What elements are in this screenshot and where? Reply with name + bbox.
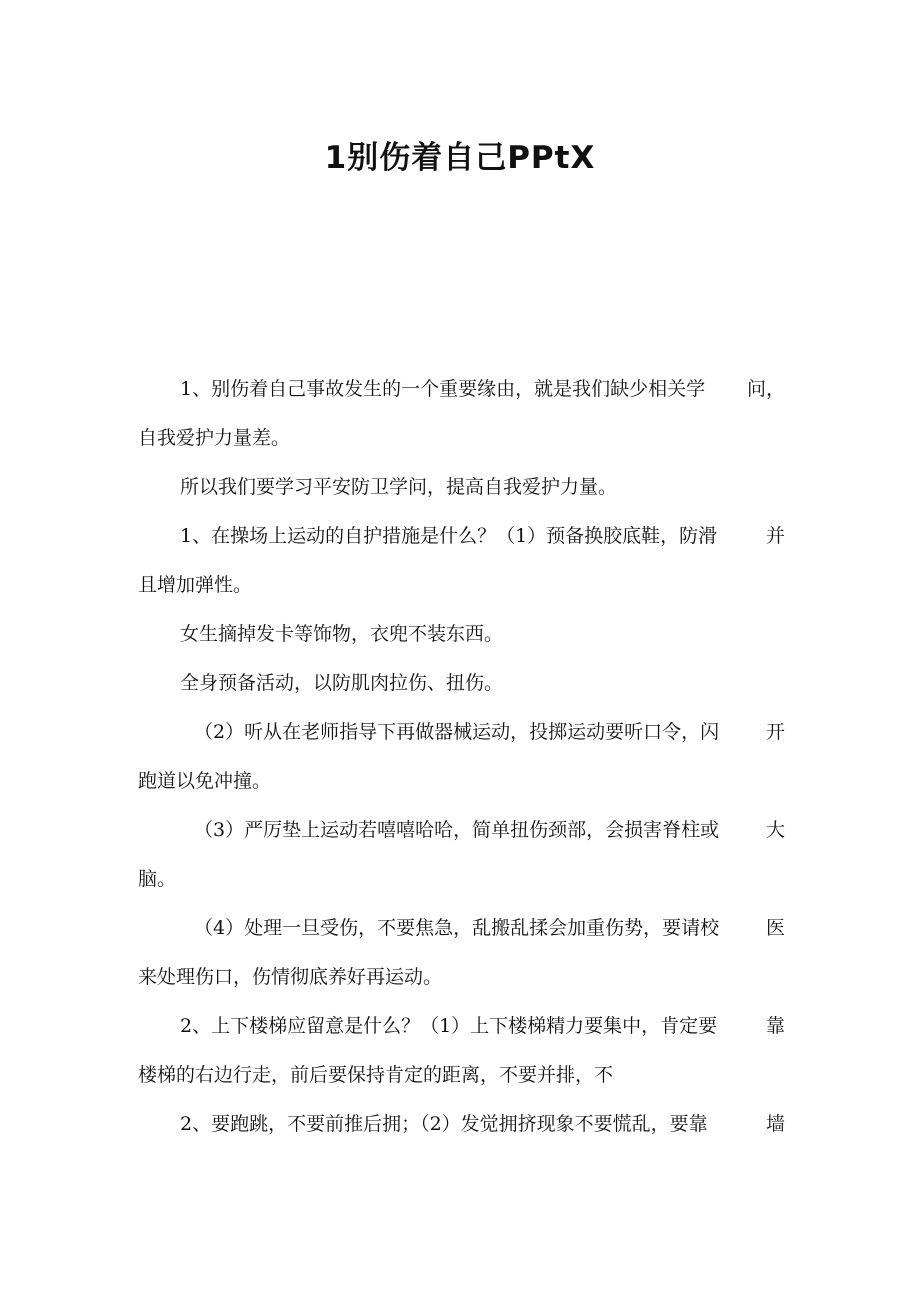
paragraph-10 (138, 1100, 785, 1149)
paragraph-line: 楼梯的右边行走，前后要保持肯定的距离，不要并排，不 (138, 1064, 614, 1086)
paragraph-line (138, 365, 785, 414)
line-text: （3）严厉垫上运动若嘻嘻哈哈，简单扭伤颈部，会损害脊柱或 (194, 819, 720, 841)
paragraph-line: 全身预备活动，以防肌肉拉伤、扭伤。 (180, 672, 504, 694)
line-text: 1、在操场上运动的自护措施是什么？（1）预备换胶底鞋，防滑 (180, 525, 718, 547)
paragraph-9 (138, 1002, 785, 1100)
paragraph-8 (138, 904, 785, 1002)
paragraph-line (138, 512, 785, 561)
line-text: 2、上下楼梯应留意是什么？（1）上下楼梯精力要集中，肯定要 (180, 1015, 718, 1037)
line-text-end: 医 (765, 917, 785, 939)
paragraph-2 (138, 463, 785, 512)
paragraph-line (138, 904, 785, 953)
document-title: 1别伤着自己PPtX (324, 140, 596, 176)
line-text: （4）处理一旦受伤，不要焦急，乱搬乱揉会加重伤势，要请校 (194, 917, 720, 939)
paragraph-line (138, 1100, 785, 1149)
line-text-end: 墙 (765, 1113, 785, 1135)
paragraph-6 (138, 708, 785, 806)
paragraph-line (138, 1002, 785, 1051)
line-text-end: 并 (765, 525, 785, 547)
line-text-end: 靠 (765, 1015, 785, 1037)
line-text-end: 大 (765, 819, 785, 841)
paragraph-line: 跑道以免冲撞。 (138, 770, 272, 792)
paragraph-line: 所以我们要学习平安防卫学问，提高自我爱护力量。 (180, 476, 618, 498)
paragraph-4 (138, 610, 785, 659)
paragraph-line: 自我爱护力量差。 (138, 427, 291, 449)
paragraph-line: 女生摘掉发卡等饰物，衣兜不装东西。 (180, 623, 504, 645)
paragraph-1 (138, 365, 785, 463)
paragraph-line: 来处理伤口，伤情彻底养好再运动。 (138, 966, 443, 988)
line-text: 2、要跑跳，不要前推后拥；（2）发觉拥挤现象不要慌乱，要靠 (180, 1113, 708, 1135)
line-text-end: 开 (765, 721, 785, 743)
paragraph-line (138, 708, 785, 757)
line-text-end: 问， (746, 378, 785, 400)
paragraph-5 (138, 659, 785, 708)
paragraph-3 (138, 512, 785, 610)
paragraph-line: 脑。 (138, 868, 177, 890)
line-text: 1、别伤着自己事故发生的一个重要缘由，就是我们缺少相关学 (180, 378, 706, 400)
paragraph-line (138, 806, 785, 855)
paragraph-7 (138, 806, 785, 904)
line-text: （2）听从在老师指导下再做器械运动，投掷运动要听口令，闪 (194, 721, 720, 743)
paragraph-line: 且增加弹性。 (138, 574, 253, 596)
